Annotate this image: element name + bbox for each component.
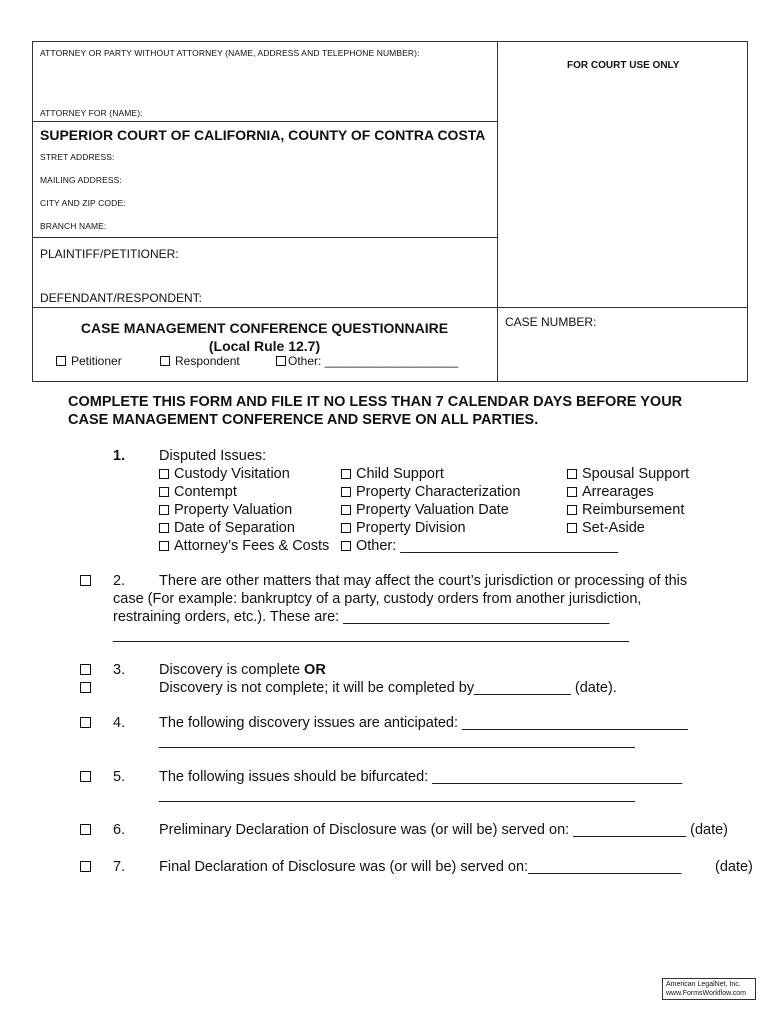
item-1-number: 1. [113, 448, 126, 464]
item-1-title: Disputed Issues: [159, 448, 267, 464]
item-6-line-1[interactable]: Preliminary Declaration of Disclosure was (or will be) served on: ______________ (date) [159, 822, 729, 838]
item-6-checkbox[interactable] [80, 824, 91, 835]
item-4-number: 4. [113, 715, 126, 731]
petitioner-label: Petitioner [71, 354, 122, 368]
property-division-label: Property Division [356, 520, 466, 536]
instructions-line-1: COMPLETE THIS FORM AND FILE IT NO LESS THAN 7 CALENDAR DAYS BEFORE YOUR [68, 394, 683, 410]
other-party-checkbox[interactable] [276, 356, 286, 366]
item-3-or: OR [304, 662, 326, 678]
street-address-label: STRET ADDRESS: [40, 152, 115, 162]
reimbursement-checkbox[interactable] [567, 505, 577, 515]
attorneys-fees-checkbox[interactable] [159, 541, 169, 551]
item-2-line-3[interactable]: restraining orders, etc.). These are: _________________________________ [113, 609, 610, 625]
caption-divider [497, 41, 498, 382]
option-attorneys-fees[interactable] [159, 538, 329, 554]
option-property-division[interactable] [341, 520, 466, 536]
option-property-valuation[interactable] [159, 502, 292, 518]
option-contempt[interactable] [159, 484, 237, 500]
item-2-line-2: case (For example: bankruptcy of a party, custody orders from another jurisdiction, [113, 591, 642, 607]
property-characterization-checkbox[interactable] [341, 487, 351, 497]
form-subtitle: (Local Rule 12.7) [208, 338, 321, 354]
set-aside-checkbox[interactable] [567, 523, 577, 533]
option-other-issue[interactable] [341, 538, 618, 554]
option-property-characterization[interactable] [341, 484, 520, 500]
item-2-line-1: There are other matters that may affect the court’s jurisdiction or processing of this [159, 573, 688, 589]
item-3-line-1 [159, 662, 326, 678]
plaintiff-label: PLAINTIFF/PETITIONER: [40, 247, 179, 261]
date-of-separation-label: Date of Separation [174, 520, 295, 536]
other-party-label: Other: ____________________ [288, 354, 459, 368]
court-use-label: FOR COURT USE ONLY [567, 60, 680, 71]
arrearages-checkbox[interactable] [567, 487, 577, 497]
branch-name-label: BRANCH NAME: [40, 221, 107, 231]
property-valuation-date-label: Property Valuation Date [356, 502, 509, 518]
item-4-checkbox[interactable] [80, 717, 91, 728]
footer-credit [662, 978, 756, 1000]
option-property-valuation-date[interactable] [341, 502, 509, 518]
party-petitioner-option[interactable] [56, 354, 122, 368]
city-zip-label: CITY AND ZIP CODE: [40, 198, 126, 208]
item-3-number: 3. [113, 662, 126, 678]
item-2-line-4[interactable]: ________________________________________________________________ [113, 627, 630, 643]
item-5-line-2[interactable]: ___________________________________________________________ [159, 787, 635, 803]
property-valuation-date-checkbox[interactable] [341, 505, 351, 515]
property-valuation-checkbox[interactable] [159, 505, 169, 515]
item-7-date-label: (date) [715, 859, 753, 875]
court-rule [32, 121, 497, 122]
custody-visitation-label: Custody Visitation [174, 466, 290, 482]
respondent-checkbox[interactable] [160, 356, 170, 366]
item-5-line-1[interactable]: The following issues should be bifurcated: _______________________________ [159, 769, 683, 785]
item-4-line-1[interactable]: The following discovery issues are anticipated: ____________________________ [159, 715, 688, 731]
item-4-line-2[interactable]: ___________________________________________________________ [159, 733, 635, 749]
defendant-label: DEFENDANT/RESPONDENT: [40, 291, 203, 305]
contempt-label: Contempt [174, 484, 237, 500]
mailing-address-label: MAILING ADDRESS: [40, 175, 122, 185]
property-characterization-label: Property Characterization [356, 484, 521, 500]
set-aside-label: Set-Aside [582, 520, 645, 536]
custody-visitation-checkbox[interactable] [159, 469, 169, 479]
attorney-label: ATTORNEY OR PARTY WITHOUT ATTORNEY (NAME, ADDRESS AND TELEPHONE NUMBER): [40, 48, 420, 58]
date-of-separation-checkbox[interactable] [159, 523, 169, 533]
option-reimbursement[interactable] [567, 502, 684, 518]
party-other-option[interactable] [276, 354, 458, 368]
petitioner-checkbox[interactable] [56, 356, 66, 366]
reimbursement-label: Reimbursement [582, 502, 685, 518]
option-date-of-separation[interactable] [159, 520, 295, 536]
respondent-label: Respondent [175, 354, 240, 368]
item-3-complete-checkbox[interactable] [80, 664, 91, 675]
item-3-line-2[interactable]: Discovery is not complete; it will be completed by____________ (date). [159, 680, 617, 696]
form-title: CASE MANAGEMENT CONFERENCE QUESTIONNAIRE [80, 320, 449, 336]
arrearages-label: Arrearages [582, 484, 654, 500]
spousal-support-label: Spousal Support [582, 466, 690, 482]
option-arrearages[interactable] [567, 484, 654, 500]
option-set-aside[interactable] [567, 520, 645, 536]
parties-rule [32, 237, 497, 238]
child-support-label: Child Support [356, 466, 444, 482]
footer-line-1: American LegalNet, Inc. [666, 981, 741, 988]
item-2-checkbox[interactable] [80, 575, 91, 586]
spousal-support-checkbox[interactable] [567, 469, 577, 479]
item-2-number: 2. [113, 573, 126, 589]
footer-line-2: www.FormsWorkflow.com [666, 990, 746, 997]
item-5-number: 5. [113, 769, 126, 785]
title-rule [32, 307, 748, 308]
party-respondent-option[interactable] [160, 354, 240, 368]
item-3-complete-text: Discovery is complete [159, 662, 305, 678]
item-6-number: 6. [113, 822, 126, 838]
property-valuation-label: Property Valuation [174, 502, 293, 518]
item-7-number: 7. [113, 859, 126, 875]
item-7-checkbox[interactable] [80, 861, 91, 872]
option-child-support[interactable] [341, 466, 444, 482]
property-division-checkbox[interactable] [341, 523, 351, 533]
contempt-checkbox[interactable] [159, 487, 169, 497]
case-number-label: CASE NUMBER: [505, 315, 597, 329]
court-name: SUPERIOR COURT OF CALIFORNIA, COUNTY OF CONTRA COSTA [40, 127, 486, 143]
other-issue-label: Other: ___________________________ [356, 538, 619, 554]
item-3-not-complete-checkbox[interactable] [80, 682, 91, 693]
instructions-line-2: CASE MANAGEMENT CONFERENCE AND SERVE ON ALL PARTIES. [68, 412, 539, 428]
child-support-checkbox[interactable] [341, 469, 351, 479]
option-spousal-support[interactable] [567, 466, 689, 482]
item-7-line-1[interactable]: Final Declaration of Disclosure was (or will be) served on:___________________ [159, 859, 682, 875]
option-custody-visitation[interactable] [159, 466, 290, 482]
item-5-checkbox[interactable] [80, 771, 91, 782]
attorneys-fees-label: Attorney’s Fees & Costs [174, 538, 330, 554]
attorney-for-label: ATTORNEY FOR (NAME): [40, 108, 143, 118]
other-issue-checkbox[interactable] [341, 541, 351, 551]
